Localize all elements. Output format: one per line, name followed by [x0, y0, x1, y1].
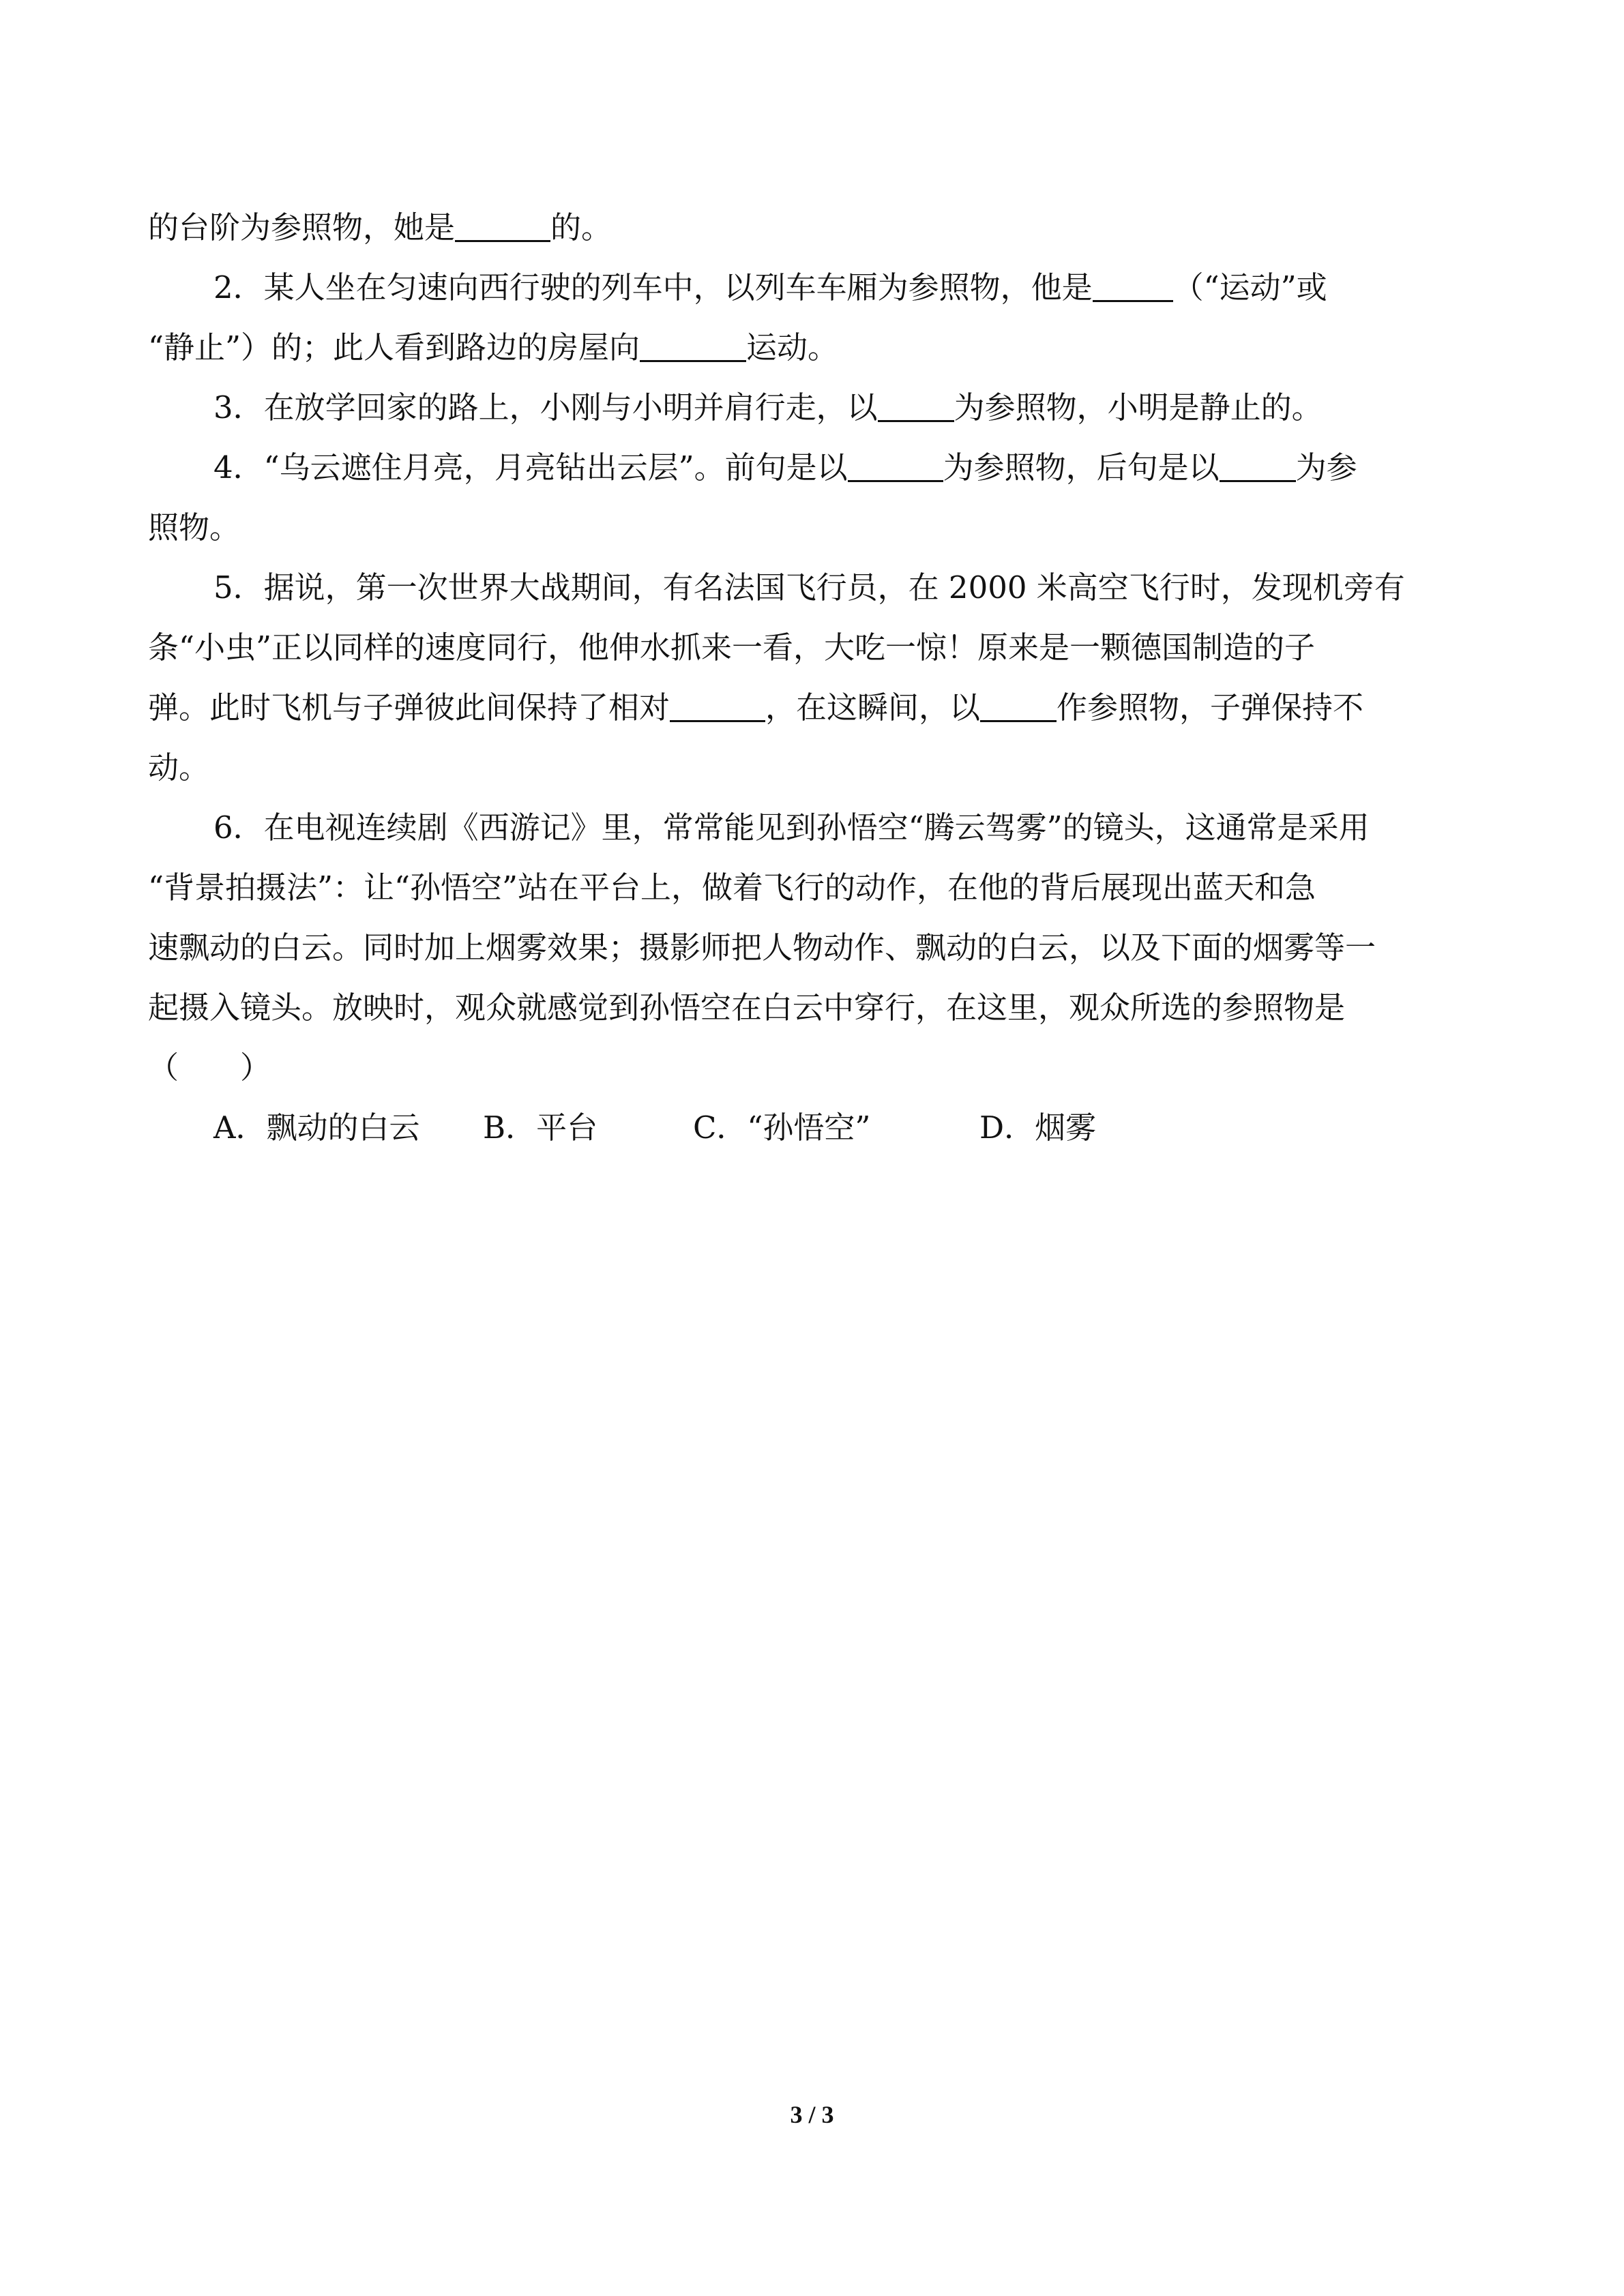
- question-3: [148, 378, 1485, 438]
- text-segment: “静止”）的；此人看到路边的房屋向: [148, 329, 640, 366]
- text-segment: 速飘动的白云。同时加上烟雾效果；摄影师把人物动作、飘动的白云，以及下面的烟雾等一: [148, 929, 1376, 966]
- option-b: B．平台: [483, 1109, 598, 1146]
- question-5-line-2: [148, 618, 1485, 678]
- text-segment: ，在这瞬间，以: [765, 689, 981, 726]
- question-6-line-3: [148, 918, 1485, 978]
- question-6-options: [148, 1098, 1485, 1158]
- question-2-line-2: [148, 318, 1485, 378]
- text-segment: 5．据说，第一次世界大战期间，有名法国飞行员，在 2000 米高空飞行时，发现机旁有: [213, 569, 1405, 606]
- text-segment: 运动。: [746, 329, 839, 366]
- text-segment: 为参照物，小明是静止的。: [954, 389, 1323, 426]
- text-segment: 6．在电视连续剧《西游记》里，常常能见到孙悟空“腾云驾雾”的镜头，这通常是采用: [213, 809, 1370, 846]
- answer-blank: [640, 326, 746, 362]
- question-6-line-4: [148, 978, 1485, 1038]
- answer-bracket: （ ）: [148, 1049, 271, 1086]
- question-5-line-3: [148, 678, 1485, 738]
- answer-blank: [1093, 266, 1173, 302]
- text-segment: 作参照物，子弹保持不: [1057, 689, 1364, 726]
- question-1-continuation: [148, 198, 1485, 258]
- answer-blank: [878, 386, 954, 422]
- question-6: [148, 798, 1485, 858]
- text-segment: 2．某人坐在匀速向西行驶的列车中，以列车车厢为参照物，他是: [213, 269, 1093, 305]
- text-segment: 弹。此时飞机与子弹彼此间保持了相对: [148, 689, 670, 726]
- text-segment: 为参: [1295, 449, 1357, 486]
- question-4: [148, 438, 1485, 498]
- answer-blank: [848, 446, 943, 482]
- question-5: [148, 558, 1485, 618]
- text-segment: 照物。: [148, 509, 241, 546]
- question-4-line-2: [148, 498, 1485, 558]
- answer-blank: [980, 686, 1057, 722]
- option-c: C．“孙悟空”: [693, 1109, 871, 1146]
- question-2: [148, 258, 1485, 318]
- page-number: 3 / 3: [790, 2101, 834, 2128]
- text-segment: 起摄入镜头。放映时，观众就感觉到孙悟空在白云中穿行，在这里，观众所选的参照物是: [148, 989, 1346, 1026]
- text-segment: 的。: [550, 209, 612, 245]
- text-segment: “背景拍摄法”：让“孙悟空”站在平台上，做着飞行的动作，在他的背后展现出蓝天和急: [148, 869, 1316, 906]
- text-segment: （“运动”或: [1172, 269, 1327, 305]
- text-segment: 的台阶为参照物，她是: [148, 209, 456, 245]
- question-6-line-2: [148, 858, 1485, 918]
- question-5-line-4: [148, 738, 1485, 798]
- question-6-answer-bracket: [148, 1038, 1485, 1098]
- text-segment: 为参照物，后句是以: [943, 449, 1220, 486]
- text-segment: 条“小虫”正以同样的速度同行，他伸水抓来一看，大吃一惊！原来是一颗德国制造的子: [148, 629, 1316, 666]
- answer-blank: [455, 206, 550, 242]
- answer-blank: [670, 686, 765, 722]
- text-segment: 4．“乌云遮住月亮，月亮钻出云层”。前句是以: [213, 449, 848, 486]
- option-a: A．飘动的白云: [213, 1109, 420, 1146]
- answer-blank: [1220, 446, 1296, 482]
- text-segment: 动。: [148, 749, 210, 786]
- option-d: D．烟雾: [979, 1109, 1097, 1146]
- document-body: [148, 198, 1485, 1158]
- text-segment: 3．在放学回家的路上，小刚与小明并肩行走，以: [213, 389, 878, 426]
